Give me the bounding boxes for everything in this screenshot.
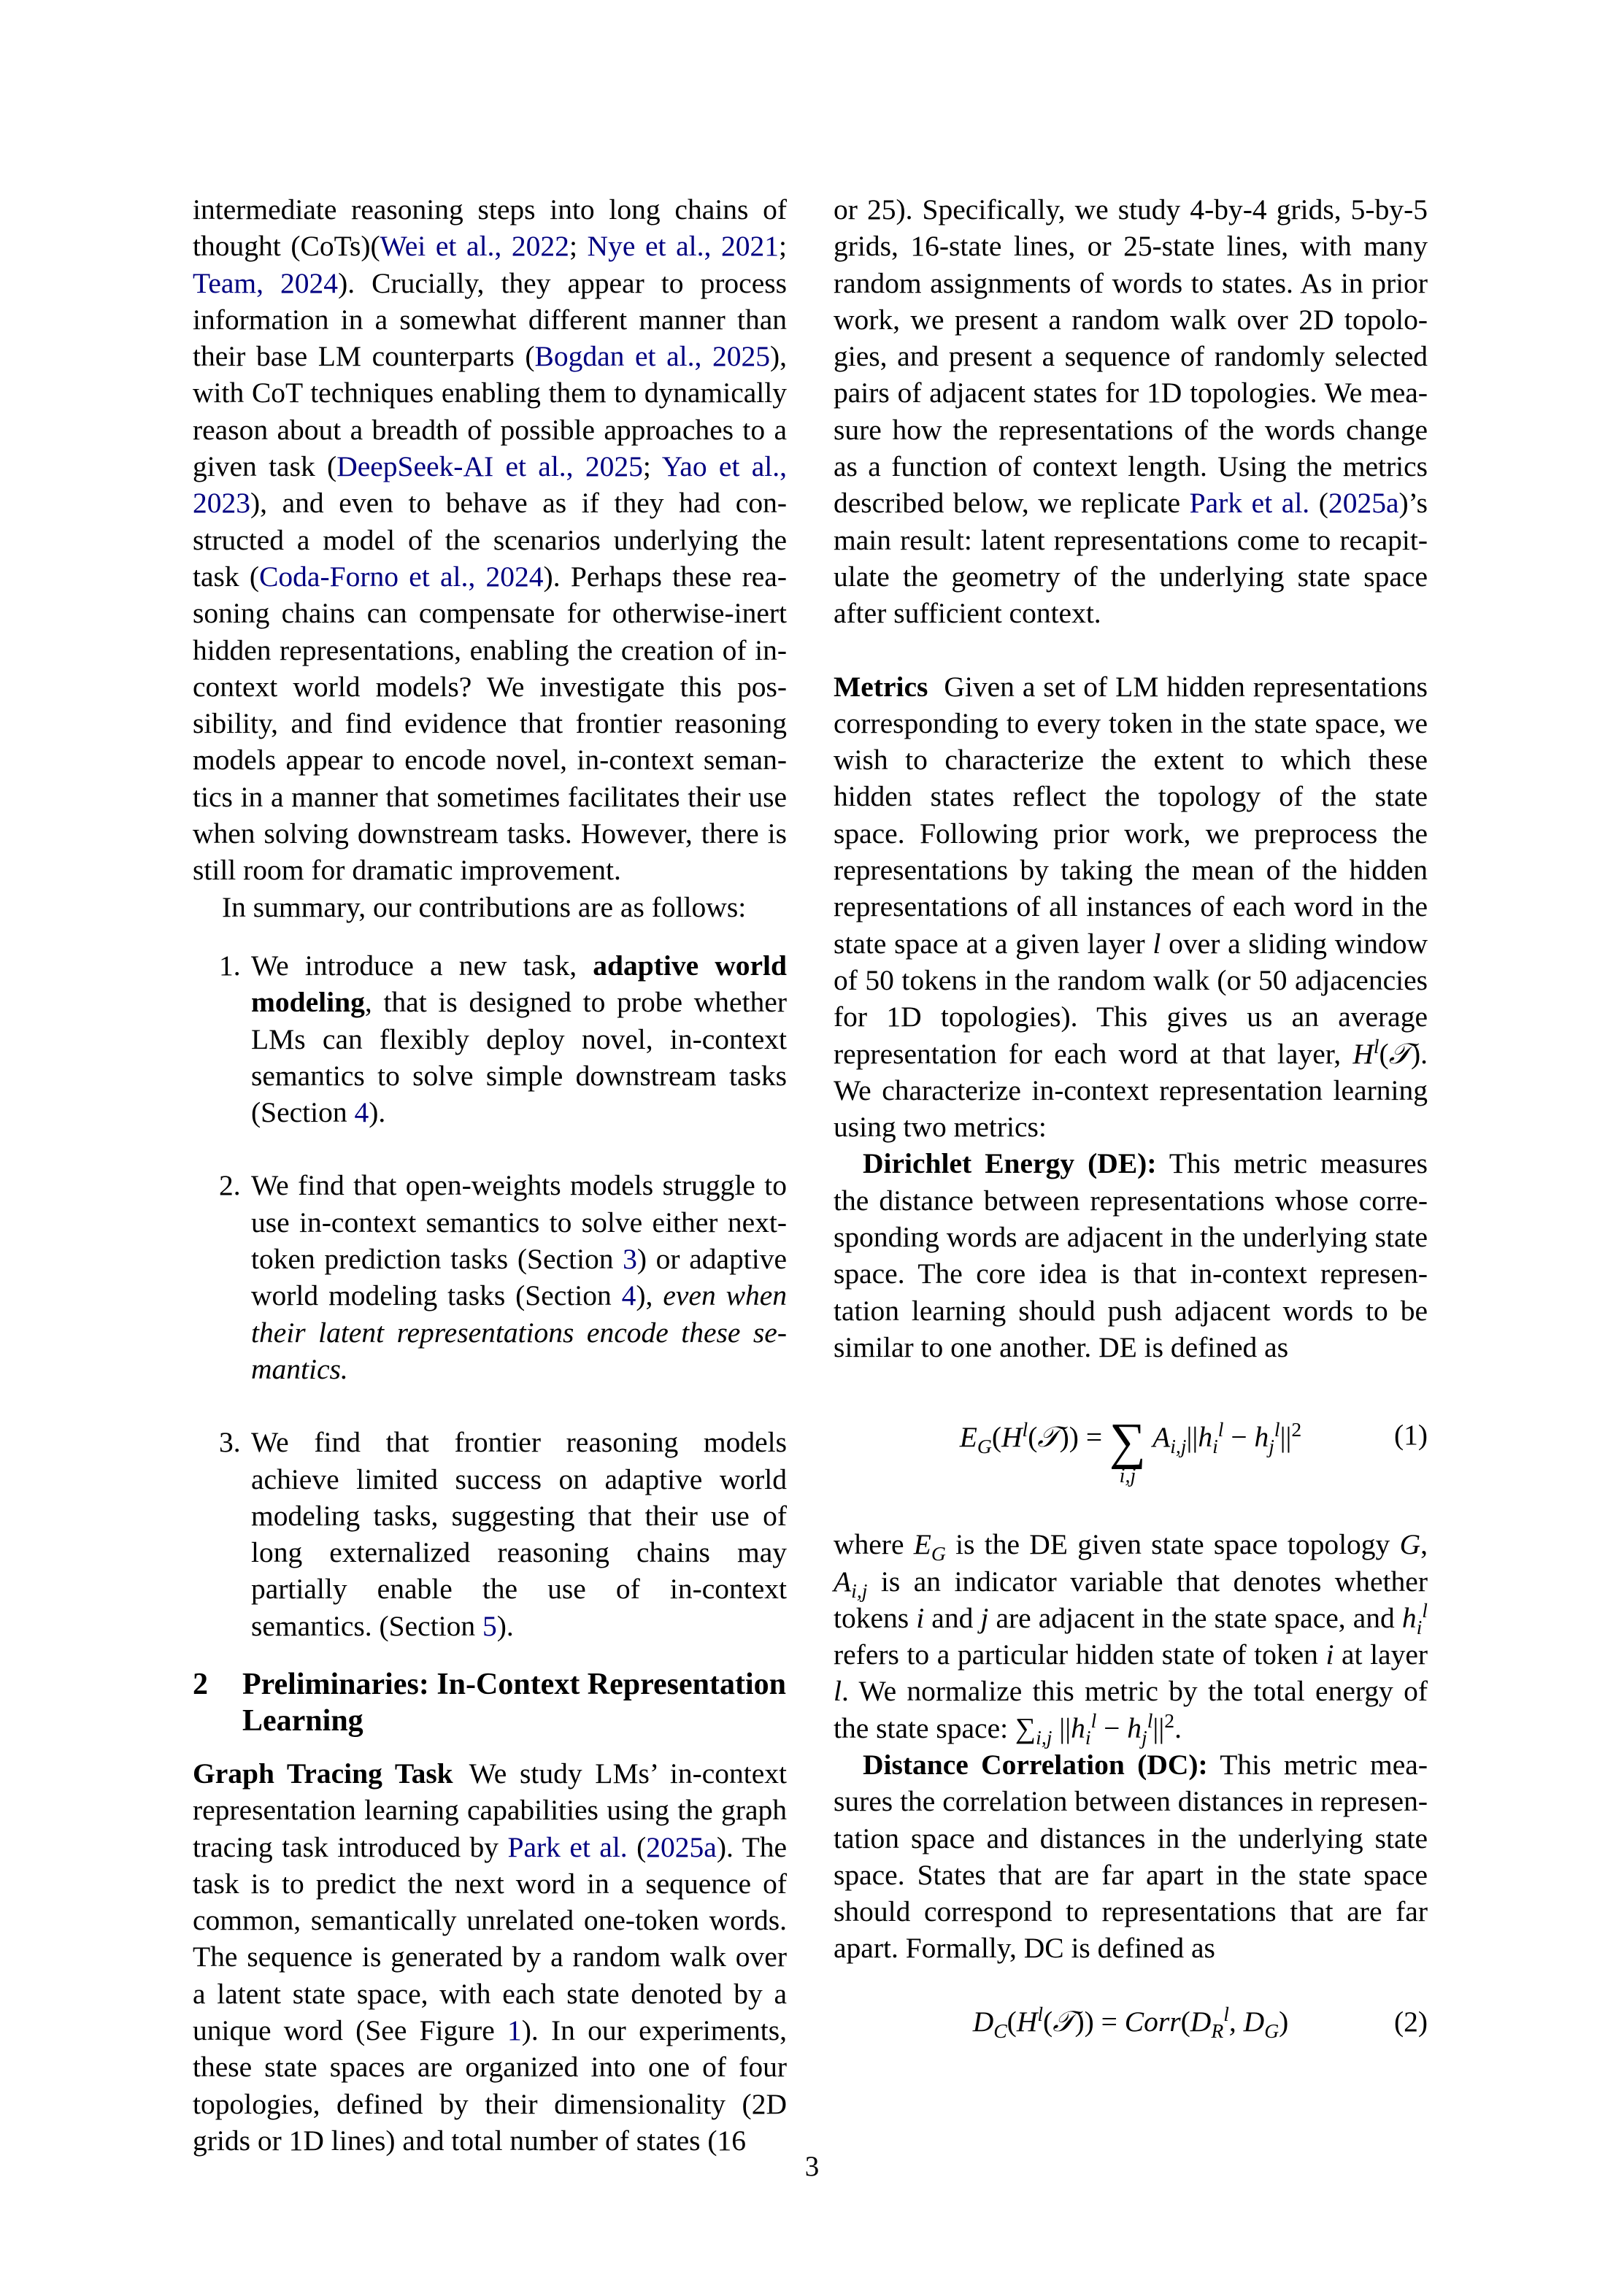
math-var: G [1399,1528,1421,1561]
citation-link[interactable]: 2025a [646,1830,717,1863]
math-var: l [834,1675,842,1708]
citation-link[interactable]: Park et al. [507,1830,628,1863]
citation-link[interactable]: DeepSeek-AI et al., 2025 [336,450,643,483]
math-var: $E_G$ [913,1528,946,1565]
bold-term: adaptive world modeling [251,949,787,1019]
summary-intro: In summary, our contributions are as follows: [222,890,747,923]
italic-emphasis: even when their latent representations encode these semantics. [251,1279,787,1385]
contribution-item: 1. We introduce a new task, adaptive world modeling, that is designed to probe whether LMs can flexibly deploy novel, in-context semantics to solve simple downstream tasks (Section 4). [193,947,787,1130]
equation-2 [834,2003,1428,2091]
math-var: j [980,1601,989,1634]
where-paragraph: where $E_G$ is the DE given state space topology G, $A_{i,j}$ is an indicator variable that denotes whether tokens i and j are adjacent in the state space, and $h_i^l$ refers to a particular hidden state of token i at layer l. We normalize this metric by the total energy of the state space: $\sum_{i,j}$ $||h_i^l - h_j^l||^2$. [834,1528,1428,1749]
left-column [193,191,787,2159]
graph-tracing-paragraph: Graph Tracing Task We study LMs’ in-context representation learning capabilities using the graph tracing task introduced by Park et al. (2025a). The task is to predict the next word in a sequence of common, semantically unrelated one-token words. The sequence is generated by a random walk over a latent state space, with each state denoted by a unique word (See Figure 1). In our experiments, these state spaces are organized into one of four topologies, defined by their dimensionality (2D grids or 1D lines) and total number of states (16 [193,1757,788,2157]
section-ref-link[interactable]: 3 [623,1243,637,1276]
dirichlet-paragraph: Dirichlet Energy (DE): This metric measures the distance between representations whose corresponding words are adjacent in the underlying state space. The core idea is that in-context representation learning should push adjacent words to be similar to one another. DE is defined as [834,1147,1428,1363]
term-heading: Distance Correlation (DC): [863,1748,1208,1781]
sum-symbol: ∑ i,j [1109,1414,1146,1488]
paragraph-heading: Graph Tracing Task [193,1757,453,1790]
citation-link[interactable]: Coda-Forno et al., 2024 [259,560,544,593]
section-title: Preliminaries: In-Context Representation Learning [242,1667,787,1738]
equation-number: (2) [1393,2005,1428,2038]
equation-number: (1) [1393,1419,1428,1452]
citation-link[interactable]: Team, 2024 [193,266,339,299]
distance-correlation-paragraph: Distance Correlation (DC): This metric measures the correlation between distances in representation space and distances in the underlying state space. States that are far apart in the state space should correspond to representations that are far apart. Formally, DC is defined as [834,1748,1428,1965]
figure-ref-link[interactable]: 1 [507,2014,522,2047]
math-var: i [1325,1638,1334,1671]
page-number: 3 [804,2151,820,2182]
equation-1 [834,1414,1428,1504]
continued-paragraph: or 25). Specifically, we study 4-by-4 grids, 5-by-5 grids, 16-state lines, or 25-state lines, with many random assignments of words to states. As in prior work, we present a random walk over 2D topologies, and present a sequence of randomly selected pairs of adjacent states for 1D topologies. We measure how the representations of the words change as a function of context length. Using the metrics described below, we replicate Park et al. (2025a)’s main result: latent representations come to recapitulate the geometry of the underlying state space after sufficient context. [834,193,1428,630]
list-number: 2. [219,1169,241,1202]
contribution-item: 3. We find that frontier reasoning models achieve limited success on adaptive world modeling tasks, suggesting that their use of long externalized reasoning chains may partially enable the use of in-context semantics. (Section 5). [193,1424,787,1644]
section-heading [193,1666,787,1739]
section-ref-link[interactable]: 5 [482,1609,497,1642]
math-var: $h_i^l$ [1401,1598,1428,1638]
right-column [834,191,1428,2091]
section-ref-link[interactable]: 4 [354,1096,369,1129]
list-number: 3. [219,1426,241,1459]
math-var: l [1152,927,1161,960]
equation-body: $D_C(H^l(𝒯))$ = $Corr(D_R^l$, $D_G$) [972,2002,1289,2042]
citation-link[interactable]: 2025a [1328,487,1399,520]
citation-link[interactable]: Wei et al., 2022 [380,230,569,263]
contribution-item: 2. We find that open-weights models struggle to use in-context semantics to solve either next-token prediction tasks (Section 3) or adaptive world modeling tasks (Section 4), even when their latent representations encode these semantics. [193,1167,787,1387]
list-number: 1. [219,949,241,982]
term-heading: Dirichlet Energy (DE): [863,1147,1157,1180]
math-var: i [916,1601,925,1634]
metrics-paragraph: Metrics Given a set of LM hidden representations corresponding to every token in the state space, we wish to characterize the extent to which these hidden states reflect the topology of the state space. Following prior work, we preprocess the representations by taking the mean of the hidden representations of all instances of each word in the state space at a given layer l over a sliding window of 50 tokens in the random walk (or 50 adjacencies for 1D topologies). This gives us an average representation for each word at that layer, $H^l(𝒯)$. We characterize in-context representation learning using two metrics: [834,670,1428,1144]
contributions-list [193,947,787,1644]
section-number: 2 [193,1667,208,1701]
math-var: $A_{i,j}$ [834,1565,868,1602]
citation-link[interactable]: Bogdan et al., 2025 [534,340,770,373]
citation-link[interactable]: Park et al. [1189,487,1310,520]
equation-body: $E_G(H^l(𝒯))$ = ∑ i,j $A_{i,j}||h_i^l - h_j^l||^2$ [959,1414,1302,1488]
citation-link[interactable]: Nye et al., 2021 [587,230,780,263]
intro-paragraph: intermediate reasoning steps into long chains of thought (CoTs)(Wei et al., 2022; Nye et al., 2021; Team, 2024). Crucially, they appear to process information in a somewhat different manner than their base LM counterparts (Bogdan et al., 2025), with CoT techniques enabling them to dynamically reason about a breadth of possible approaches to a given task (DeepSeek-AI et al., 2025; Yao et al., 2023), and even to behave as if they had constructed a model of the scenarios underlying the task (Coda-Forno et al., 2024). Perhaps these reasoning chains can compensate for otherwise-inert hidden representations, enabling the creation of in-context world models? We investigate this possibility, and find evidence that frontier reasoning models appear to encode novel, in-context semantics in a manner that sometimes facilitates their use when solving downstream tasks. However, there is still room for dramatic improvement. [193,193,787,887]
math-expression: $H^l(𝒯)$ [1352,1034,1421,1070]
citation-link[interactable]: Yao et al., 2023 [193,450,787,520]
paragraph-heading: Metrics [834,670,928,703]
math-expression: $\sum_{i,j}$ $||h_i^l - h_j^l||^2$ [1015,1708,1175,1749]
section-ref-link[interactable]: 4 [621,1279,636,1312]
